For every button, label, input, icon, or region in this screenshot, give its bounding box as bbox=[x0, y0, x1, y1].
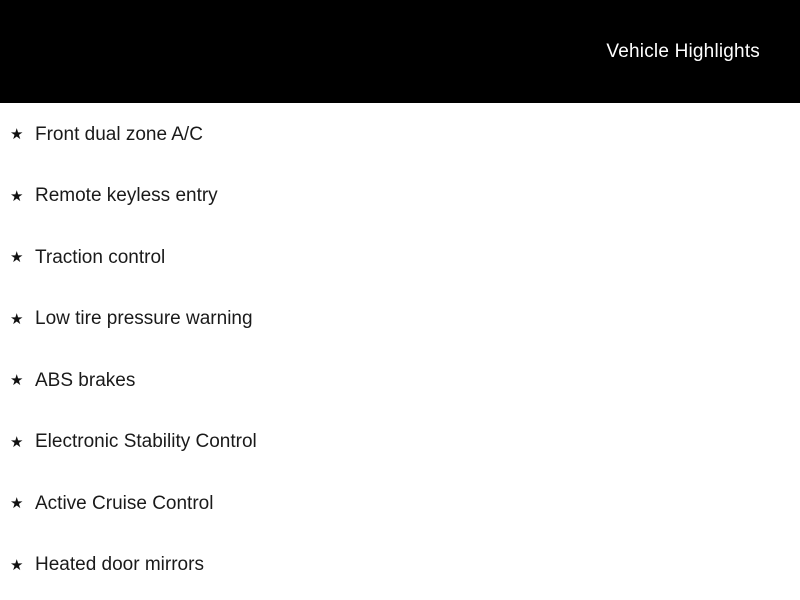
list-item bbox=[10, 227, 800, 289]
star-bullet-icon: ★ bbox=[10, 126, 24, 144]
list-item bbox=[10, 104, 800, 166]
list-item bbox=[10, 289, 800, 351]
star-bullet-icon: ★ bbox=[10, 556, 24, 574]
header-bar bbox=[0, 0, 800, 103]
highlights-list bbox=[0, 103, 800, 596]
list-item-label: Electronic Stability Control bbox=[35, 431, 257, 453]
page-title: Vehicle Highlights bbox=[606, 40, 760, 62]
list-item bbox=[10, 350, 800, 412]
star-bullet-icon: ★ bbox=[10, 310, 24, 328]
star-bullet-icon: ★ bbox=[10, 372, 24, 390]
list-item-label: Traction control bbox=[35, 246, 166, 268]
list-item bbox=[10, 166, 800, 228]
star-bullet-icon: ★ bbox=[10, 249, 24, 267]
star-bullet-icon: ★ bbox=[10, 187, 24, 205]
list-item-label: Active Cruise Control bbox=[35, 492, 214, 514]
list-item-label: ABS brakes bbox=[35, 369, 136, 391]
star-bullet-icon: ★ bbox=[10, 433, 24, 451]
list-item-label: Remote keyless entry bbox=[35, 185, 218, 207]
list-item-label: Low tire pressure warning bbox=[35, 308, 253, 330]
list-item bbox=[10, 473, 800, 535]
star-bullet-icon: ★ bbox=[10, 495, 24, 513]
list-item bbox=[10, 535, 800, 597]
list-item bbox=[10, 412, 800, 474]
list-item-label: Heated door mirrors bbox=[35, 554, 204, 576]
list-item-label: Front dual zone A/C bbox=[35, 123, 203, 145]
